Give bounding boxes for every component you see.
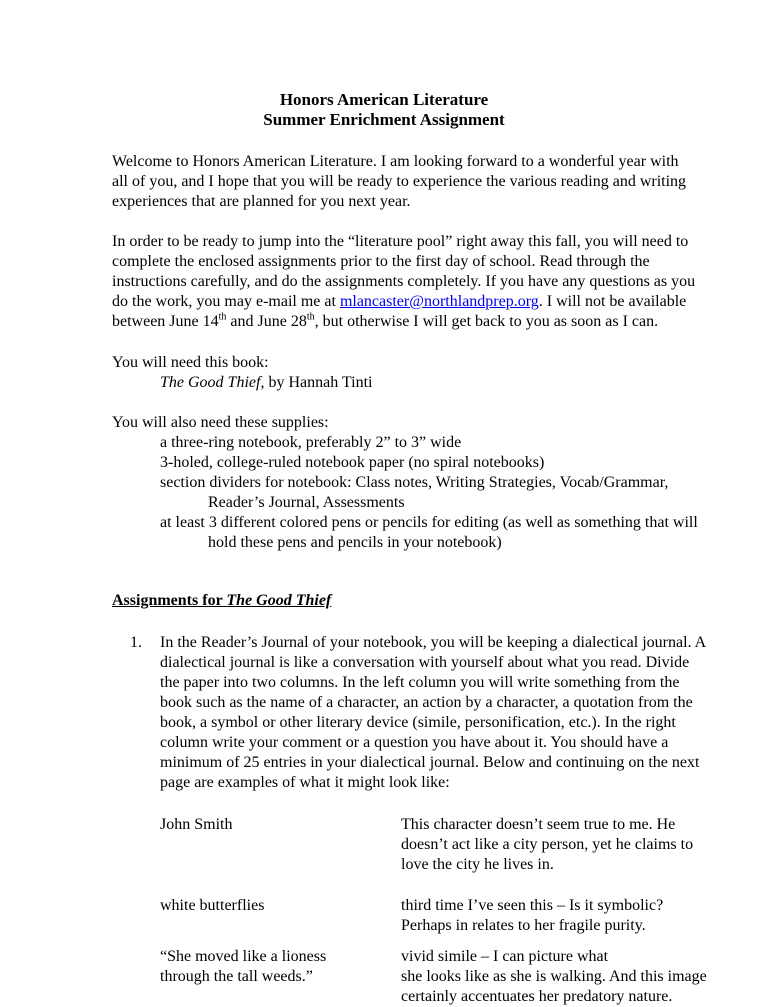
- example-3-left-line-1: “She moved like a lioness: [160, 948, 327, 965]
- date-text-a: between June 14: [112, 313, 219, 330]
- book-label: You will need this book:: [112, 354, 269, 371]
- book-author: by Hannah Tinti: [264, 374, 373, 391]
- document-title-line1: Honors American Literature: [279, 90, 489, 109]
- example-1-right-line-3: love the city he lives in.: [401, 856, 554, 873]
- email-link[interactable]: mlancaster@northlandprep.org: [339, 293, 539, 310]
- intro-line-4: [112, 292, 686, 312]
- item-1-line-5: book, a symbol or other literary device (simile, personification, etc.). In the right: [160, 714, 676, 731]
- item-1-line-4: book such as the name of a character, an action by a character, a quotation from the: [160, 694, 693, 711]
- welcome-line-3: experiences that are planned for you next year.: [112, 193, 411, 210]
- supply-item-pens: at least 3 different colored pens or pencils for editing (as well as something that will: [160, 514, 698, 531]
- book-line: [160, 373, 372, 393]
- supply-item-notebook: a three-ring notebook, preferably 2” to 3” wide: [160, 434, 462, 451]
- book-title: The Good Thief,: [160, 374, 265, 391]
- intro-line-4-tail: . I will not be available: [538, 293, 687, 310]
- example-3-right-line-3: certainly accentuates her predatory nature.: [401, 988, 673, 1005]
- example-1-right-line-1: This character doesn’t seem true to me. He: [401, 816, 676, 833]
- assignments-heading-text: Assignments for: [112, 592, 227, 609]
- intro-line-1: In order to be ready to jump into the “literature pool” right away this fall, you will need to: [112, 233, 689, 250]
- example-1-right-line-2: doesn’t act like a city person, yet he claims to: [401, 836, 694, 853]
- example-2-right-line-1: third time I’ve seen this – Is it symbolic?: [401, 897, 664, 914]
- example-3-right-line-2: she looks like as she is walking. And this image: [401, 968, 707, 985]
- item-1-line-7: minimum of 25 entries in your dialectical journal. Below and continuing on the next: [160, 754, 700, 771]
- assignments-heading-title: The Good Thief: [226, 592, 332, 609]
- intro-line-4-text: do the work, you may e-mail me at: [112, 293, 340, 310]
- example-1-left: John Smith: [160, 816, 233, 833]
- supplies-label: You will also need these supplies:: [112, 414, 329, 431]
- item-1-number: 1.: [130, 634, 142, 651]
- item-1-line-2: dialectical journal is like a conversation with yourself about what you read. Divide: [160, 654, 690, 671]
- item-1-line-6: column write your comment or a question you have about it. You should have a: [160, 734, 669, 751]
- supply-item-paper: 3-holed, college-ruled notebook paper (no spiral notebooks): [160, 454, 545, 471]
- date-sup-1: th: [218, 311, 227, 323]
- example-2-left: white butterflies: [160, 897, 265, 914]
- date-text-b: and June 28: [226, 313, 307, 330]
- date-sup-2: th: [306, 311, 315, 323]
- intro-line-2: complete the enclosed assignments prior to the first day of school. Read through the: [112, 253, 650, 270]
- example-2-right-line-2: Perhaps in relates to her fragile purity.: [401, 917, 646, 934]
- welcome-line-2: all of you, and I hope that you will be ready to experience the various reading and writing: [112, 173, 687, 190]
- assignments-heading: [112, 591, 331, 611]
- supply-item-dividers: section dividers for notebook: Class notes, Writing Strategies, Vocab/Grammar,: [160, 474, 669, 491]
- date-text-c: , but otherwise I will get back to you as soon as I can.: [314, 313, 659, 330]
- item-1-line-3: the paper into two columns. In the left column you will write something from the: [160, 674, 680, 691]
- intro-line-3: instructions carefully, and do the assignments completely. If you have any questions as you: [112, 273, 696, 290]
- welcome-line-1: Welcome to Honors American Literature. I am looking forward to a wonderful year with: [112, 153, 679, 170]
- supply-item-pens-cont: hold these pens and pencils in your notebook): [208, 534, 502, 551]
- example-3-left-line-2: through the tall weeds.”: [160, 968, 313, 985]
- item-1-line-1: In the Reader’s Journal of your notebook, you will be keeping a dialectical journal. A: [160, 634, 707, 651]
- document-title-line2: Summer Enrichment Assignment: [263, 110, 505, 129]
- supply-item-dividers-cont: Reader’s Journal, Assessments: [208, 494, 405, 511]
- intro-line-5: [112, 312, 658, 332]
- example-3-right-line-1: vivid simile – I can picture what: [401, 948, 609, 965]
- item-1-line-8: page are examples of what it might look like:: [160, 774, 450, 791]
